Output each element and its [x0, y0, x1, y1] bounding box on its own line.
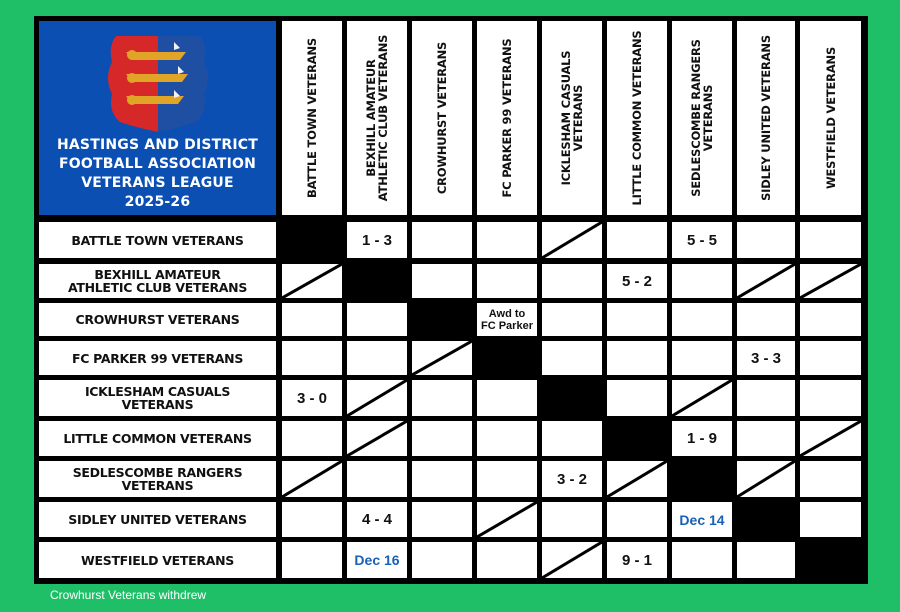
column-header-line: SIDLEY UNITED VETERANS [759, 35, 773, 201]
diagonal-slash-icon [737, 461, 795, 497]
column-header-line: SEDLESCOMBE RANGERS [689, 39, 703, 197]
result-cell [347, 461, 407, 497]
row-header-label [71, 234, 243, 247]
row-header-label [68, 513, 246, 526]
fixture-date-cell: Dec 14 [672, 502, 732, 537]
void-match-cell [282, 264, 342, 298]
result-cell [282, 502, 342, 537]
column-header [347, 21, 407, 215]
self-match-cell [607, 421, 667, 456]
result-cell [347, 341, 407, 375]
row-header-label [63, 432, 251, 445]
league-title-line: HASTINGS AND DISTRICT [56, 137, 259, 153]
result-cell [737, 222, 795, 258]
void-match-cell [800, 264, 861, 298]
result-cell [800, 502, 861, 537]
award-note-line: FC Parker [481, 319, 533, 332]
result-cell [282, 542, 342, 578]
row-header-line: WESTFIELD VETERANS [81, 552, 234, 568]
void-match-cell [737, 264, 795, 298]
score-cell: 3 - 3 [737, 341, 795, 375]
self-match-cell [542, 380, 602, 416]
result-cell [412, 421, 472, 456]
row-header-line: ICKLESHAM CASUALS [84, 384, 231, 399]
result-cell [672, 542, 732, 578]
result-cell [477, 461, 537, 497]
row-header [39, 380, 276, 416]
result-cell [607, 222, 667, 258]
result-cell [412, 542, 472, 578]
row-header [39, 303, 276, 336]
result-cell [607, 303, 667, 336]
column-header [737, 21, 795, 215]
result-cell [412, 461, 472, 497]
hastings-crest-icon [104, 28, 212, 134]
result-cell [800, 222, 861, 258]
column-header-label [631, 31, 643, 206]
row-header-line: FC PARKER 99 VETERANS [71, 350, 244, 366]
row-header [39, 341, 276, 375]
column-header [542, 21, 602, 215]
result-cell [412, 264, 472, 298]
result-cell [800, 303, 861, 336]
result-cell [347, 303, 407, 336]
league-title-line: VETERANS LEAGUE [81, 175, 234, 191]
column-header-line: BEXHILL AMATEUR [364, 59, 378, 177]
row-header-label [72, 352, 243, 365]
column-header-label [825, 47, 837, 189]
result-cell [542, 303, 602, 336]
result-cell [800, 380, 861, 416]
result-cell [672, 303, 732, 336]
diagonal-slash-icon [282, 461, 342, 497]
award-note-line: Awd to [488, 307, 526, 320]
row-header-line: VETERANS [121, 478, 194, 493]
void-match-cell [347, 380, 407, 416]
score-cell: 5 - 2 [607, 264, 667, 298]
season-label: 2025-26 [124, 194, 191, 210]
row-header-label [85, 385, 230, 411]
result-cell [672, 264, 732, 298]
column-header-line: LITTLE COMMON VETERANS [630, 30, 644, 206]
score-cell: 4 - 4 [347, 502, 407, 537]
result-cell [542, 341, 602, 375]
column-header [800, 21, 861, 215]
column-header-label [365, 35, 389, 201]
award-note-cell [477, 303, 537, 336]
row-header-label [81, 554, 234, 567]
column-header [672, 21, 732, 215]
diagonal-slash-icon [737, 264, 795, 298]
self-match-cell [412, 303, 472, 336]
column-header-line: WESTFIELD VETERANS [823, 46, 838, 190]
diagonal-slash-icon [542, 542, 602, 578]
result-cell [800, 461, 861, 497]
column-header-line: VETERANS [571, 84, 585, 152]
footnote: Crowhurst Veterans withdrew [50, 588, 207, 602]
column-header [607, 21, 667, 215]
void-match-cell [542, 222, 602, 258]
result-cell [607, 341, 667, 375]
self-match-cell [282, 222, 342, 258]
diagonal-slash-icon [347, 421, 407, 456]
row-header-line: ATHLETIC CLUB VETERANS [67, 280, 248, 295]
row-header-line: CROWHURST VETERANS [75, 312, 240, 327]
self-match-cell [800, 542, 861, 578]
result-cell [672, 341, 732, 375]
score-cell: 1 - 3 [347, 222, 407, 258]
row-header-label [73, 466, 243, 492]
result-cell [737, 542, 795, 578]
result-cell [607, 502, 667, 537]
score-cell: 3 - 0 [282, 380, 342, 416]
result-cell [607, 380, 667, 416]
result-cell [477, 264, 537, 298]
diagonal-slash-icon [412, 341, 472, 375]
diagonal-slash-icon [800, 264, 861, 298]
row-header-line: BATTLE TOWN VETERANS [71, 232, 244, 248]
row-header [39, 461, 276, 497]
row-header [39, 502, 276, 537]
row-header-line: SEDLESCOMBE RANGERS [72, 465, 243, 480]
diagonal-slash-icon [282, 264, 342, 298]
row-header-line: LITTLE COMMON VETERANS [63, 431, 252, 446]
result-cell [737, 303, 795, 336]
result-cell [477, 380, 537, 416]
result-cell [542, 421, 602, 456]
column-header-label [760, 35, 772, 201]
column-header-line: BATTLE TOWN VETERANS [305, 38, 319, 198]
column-header-line: ATHLETIC CLUB VETERANS [376, 34, 390, 202]
void-match-cell [282, 461, 342, 497]
void-match-cell [737, 461, 795, 497]
column-header-label [501, 39, 513, 198]
void-match-cell [412, 341, 472, 375]
result-cell [542, 502, 602, 537]
score-cell: 3 - 2 [542, 461, 602, 497]
result-cell [477, 222, 537, 258]
column-header [412, 21, 472, 215]
column-header-line: FC PARKER 99 VETERANS [500, 38, 514, 198]
column-header-label [690, 39, 714, 196]
diagonal-slash-icon [800, 421, 861, 456]
void-match-cell [477, 502, 537, 537]
row-header [39, 421, 276, 456]
result-cell [412, 222, 472, 258]
row-header [39, 222, 276, 258]
diagonal-slash-icon [672, 380, 732, 416]
score-cell: 1 - 9 [672, 421, 732, 456]
void-match-cell [672, 380, 732, 416]
row-header-line: SIDLEY UNITED VETERANS [68, 512, 247, 527]
diagonal-slash-icon [542, 222, 602, 258]
self-match-cell [477, 341, 537, 375]
column-header [282, 21, 342, 215]
score-cell: 9 - 1 [607, 542, 667, 578]
fixture-date-cell: Dec 16 [347, 542, 407, 578]
league-title [39, 136, 276, 212]
void-match-cell [347, 421, 407, 456]
diagonal-slash-icon [477, 502, 537, 537]
result-cell [282, 303, 342, 336]
row-header-label [76, 313, 240, 326]
column-header-label [306, 38, 318, 198]
column-header-label [560, 51, 584, 186]
column-header-label [436, 42, 448, 194]
result-cell [412, 502, 472, 537]
result-cell [477, 542, 537, 578]
row-header-line: VETERANS [121, 397, 194, 412]
row-header [39, 264, 276, 298]
result-cell [737, 421, 795, 456]
result-cell [412, 380, 472, 416]
self-match-cell [672, 461, 732, 497]
diagonal-slash-icon [607, 461, 667, 497]
result-cell [737, 380, 795, 416]
result-cell [282, 341, 342, 375]
void-match-cell [607, 461, 667, 497]
row-header-label [68, 268, 247, 294]
result-cell [282, 421, 342, 456]
self-match-cell [737, 502, 795, 537]
column-header-line: VETERANS [701, 84, 715, 152]
result-cell [477, 421, 537, 456]
column-header [477, 21, 537, 215]
result-cell [800, 341, 861, 375]
void-match-cell [542, 542, 602, 578]
row-header [39, 542, 276, 578]
diagonal-slash-icon [347, 380, 407, 416]
result-cell [542, 264, 602, 298]
league-title-line: FOOTBALL ASSOCIATION [58, 156, 257, 172]
void-match-cell [800, 421, 861, 456]
row-header-line: BEXHILL AMATEUR [94, 267, 221, 282]
column-header-line: ICKLESHAM CASUALS [559, 50, 573, 186]
score-cell: 5 - 5 [672, 222, 732, 258]
column-header-line: CROWHURST VETERANS [435, 41, 449, 195]
self-match-cell [347, 264, 407, 298]
